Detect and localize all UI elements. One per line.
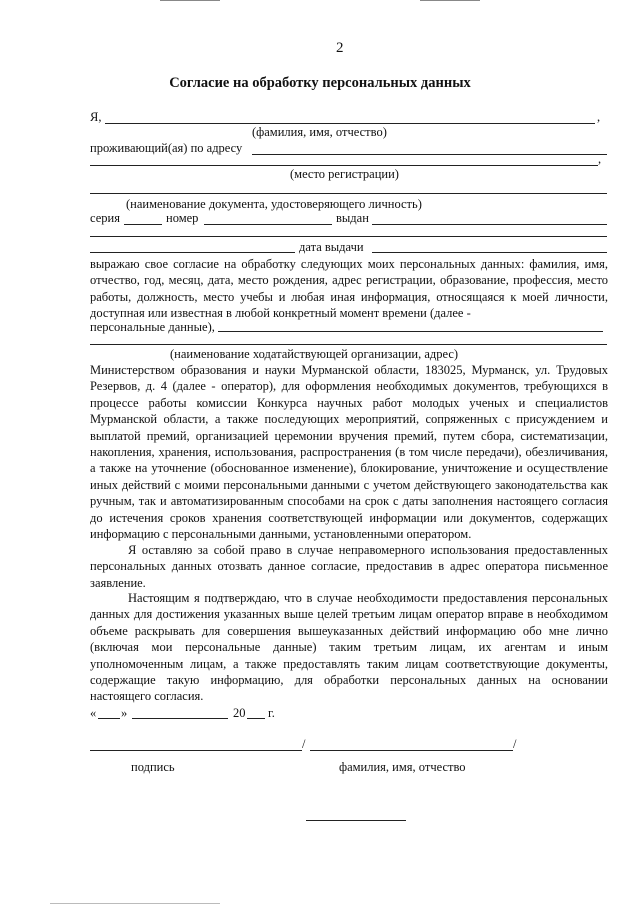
scan-edge — [50, 903, 220, 904]
consent-paragraph-3: Я оставляю за собой право в случае неправомерного использования предоставленных персональных данных отозвать данное согласие, предоставив в адрес оператора письменное заявление. — [90, 543, 608, 590]
issued-input-line-2[interactable] — [90, 236, 607, 237]
issued-input-line[interactable] — [372, 224, 607, 225]
consent-paragraph-4: Настоящим я подтверждаю, что в случае необходимости предоставления персональных данных для достижения указанных выше целей третьим лицам оператор вправе в необходимом объеме раскрывать для совершения вышеуказанных действий информацию обо мне лично (включая мои персональные данные) таким третьим лицам, их агентам и иным уполномоченным лицам, а также предоставлять таким лицам соответствующие документы, содержащие такую информацию, для обработки персональных данных на основании настоящего согласия. — [90, 591, 608, 704]
page-number: 2 — [336, 40, 344, 56]
registration-caption: (место регистрации) — [290, 167, 399, 181]
quote-open: « — [90, 706, 97, 720]
address-input-line-2[interactable] — [90, 165, 598, 166]
organization-input-line[interactable] — [218, 331, 603, 332]
number-input-line[interactable] — [204, 224, 332, 225]
organization-caption: (наименование ходатайствующей организации, адрес) — [170, 347, 459, 361]
consent-paragraph-2: Министерством образования и науки Мурманской области, 183025, Мурманск, ул. Трудовых Резервов, д. 4 (далее - оператор), для оформления необходимых документов, требующихся в процессе работы комиссии Конкурса научных работ молодых ученых и специалистов Мурманской области, а также последующих мероприятий, сопряженных с присуждением и выплатой премий, организацией церемонии вручения премий, путем сбора, систематизации, накопления, хранения, использования, распространения (в том числе передачи), обезличивания, а также на уточнение (обоснованное изменение), блокирование, уничтожение и осуществление иных действий с моими персональными данными с учетом действующего законодательства как ручным, так и автоматизированным способами на срок с даты заполнения настоящего согласия до истечения сроков хранения соответствующей информации или документов, содержащих информацию с персональными данными, установленными оператором. — [90, 363, 608, 542]
issue-date-label: дата выдачи — [299, 240, 364, 254]
signature-slash-1: / — [302, 737, 306, 751]
scan-mark — [160, 0, 220, 1]
address-label: проживающий(ая) по адресу — [90, 141, 243, 155]
address-input-line[interactable] — [252, 154, 607, 155]
fio-input-line[interactable] — [105, 123, 595, 124]
signature-fio-caption: фамилия, имя, отчество — [339, 760, 466, 774]
consent-last-line: персональные данные), — [90, 320, 215, 334]
year-prefix: 20 — [233, 706, 246, 720]
footer-rule — [306, 820, 406, 821]
series-label: серия — [90, 211, 120, 225]
document-caption: (наименование документа, удостоверяющего личность) — [126, 197, 422, 211]
series-input-line[interactable] — [124, 224, 162, 225]
year-suffix: г. — [268, 706, 275, 720]
document-title: Согласие на обработку персональных данных — [169, 75, 471, 91]
signature-fio-input-line[interactable] — [310, 750, 513, 751]
issued-label: выдан — [336, 211, 369, 225]
year-input-line[interactable] — [247, 718, 265, 719]
fio-caption: (фамилия, имя, отчество) — [252, 125, 387, 139]
ya-label: Я, — [90, 110, 102, 124]
signature-caption: подпись — [131, 760, 175, 774]
consent-paragraph-1: выражаю свое согласие на обработку следующих моих персональных данных: фамилия, имя, отчество, год, месяц, дата, место рождения, адрес регистрации, образование, профессия, место работы, должность, место учебы и любая иная информация, относящаяся к моей личности, доступная или известная в любой конкретный момент времени (далее - — [90, 257, 608, 321]
number-label: номер — [166, 211, 199, 225]
scan-mark — [420, 0, 480, 1]
issue-date-input-line[interactable] — [372, 252, 607, 253]
signature-slash-2: / — [513, 737, 517, 751]
quote-close: » — [121, 706, 128, 720]
organization-input-line-2[interactable] — [90, 344, 607, 345]
document-input-line[interactable] — [90, 193, 607, 194]
day-input-line[interactable] — [98, 718, 120, 719]
issued-input-line-3[interactable] — [90, 252, 295, 253]
month-input-line[interactable] — [132, 718, 228, 719]
signature-input-line[interactable] — [90, 750, 302, 751]
